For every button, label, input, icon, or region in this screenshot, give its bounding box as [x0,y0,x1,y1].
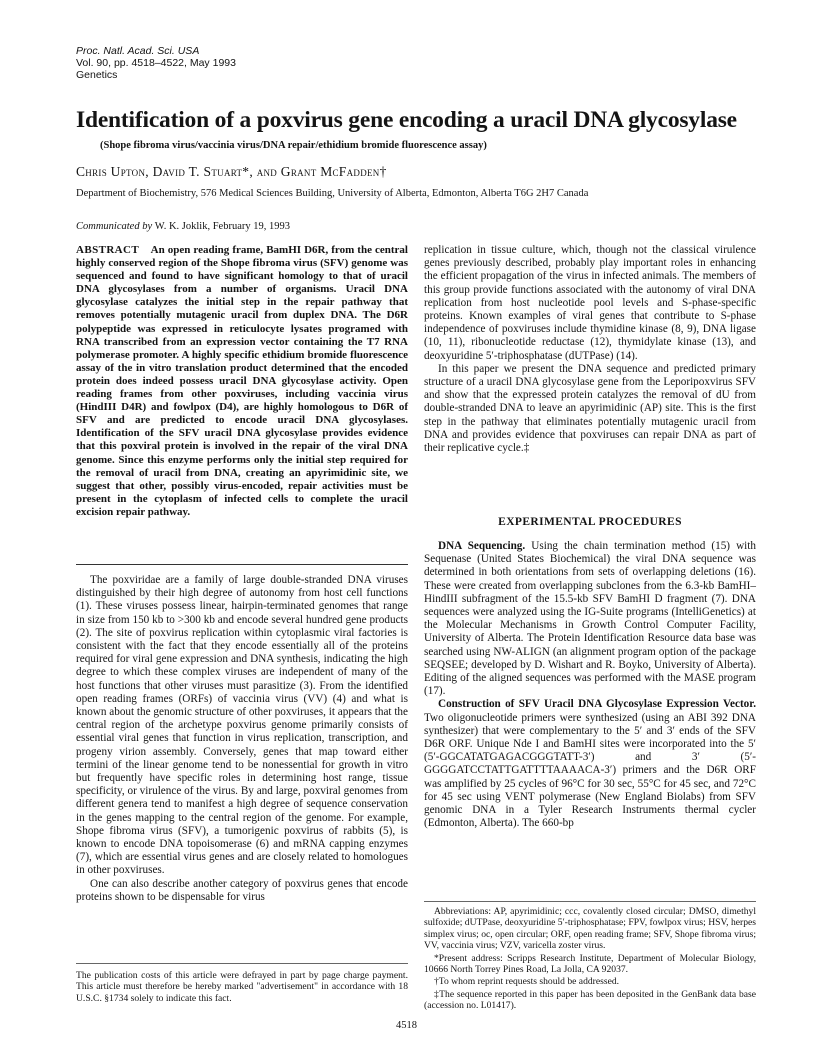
intro-paragraph: The poxviridae are a family of large double-stranded DNA viruses distinguished by their high degree of autonomy from host cell functions (1). These viruses possess linear, hairpin-terminated genomes that range in size from 150 kb to >300 kb and encode several hundred gene products (2). The site of poxvirus replication within cytoplasmic viral factories is consistent with the fact that they encode essentially all of the proteins required for viral gene expression and DNA synthesis, indicating the high degree to which these complex viruses are independent of many of the host functions that other viruses must parasitize (3). From the identified open reading frames (ORFs) of vaccinia virus (VV) (4) and what is known about the genomic structure of other poxviruses, it appears that the central region of the archetype poxvirus genome primarily consists of essential viral genes that function in virus replication, transcription, and progeny virion assembly. Conversely, genes that map toward either termini of the linear genome tend to be nonessential for growth in vitro but frequently have specific roles in determining host range, tissue specificity, or virulence of the virus. By and large, poxviral genomes from different genera tend to manifest a high degree of sequence conservation in the genes mapping to the central region of the genome. For example, Shope fibroma virus (SFV), a tumorigenic poxvirus of rabbits (5), is known to encode DNA topoisomerase (6) and mRNA capping enzymes (7), which are essential virus genes and are closely related to homologues in other poxviruses. [76,574,408,877]
introduction [76,574,408,904]
intro-paragraph: One can also describe another category of poxvirus genes that encode proteins shown to be dispensable for virus [76,877,408,903]
communicated-by [76,221,290,232]
footnote-abbreviations: Abbreviations: AP, apyrimidinic; ccc, covalently closed circular; DMSO, dimethyl sulfoxide; dUTPase, deoxyuridine 5′-triphosphatase; FPV, fowlpox virus; HSV, herpes simplex virus; oc, open circular; ORF, open reading frame; SFV, Shope fibroma virus; VV, vaccinia virus; VZV, varicella zoster virus. [424,906,756,952]
right-paragraph: In this paper we present the DNA sequence and predicted primary structure of a uracil DNA glycosylase gene from the Leporipoxvirus SFV and show that the expressed protein catalyzes the removal of dU from double-stranded DNA to leave an apyrimidinic (AP) site. This is the first step in the pathway that eliminates potentially mutagenic uracil from DNA and provides evidence that poxviruses can repair DNA as part of their replicative cycle.‡ [424,362,756,455]
article-keywords: (Shope fibroma virus/vaccinia virus/DNA repair/ethidium bromide fluorescence assay) [100,140,487,151]
journal-header [76,45,236,81]
right-column-text [424,244,756,455]
abstract-label: ABSTRACT [76,244,140,256]
methods-text-construction: Two oligonucleotide primers were synthesized (using an ABI 392 DNA synthesizer) that were complementary to the 5′ and 3′ ends of the SFV D6R ORF. Unique Nde I and BamHI sites were incorporated into the 5′ (5′-GGCATATGAGACGGGTATT-3′) and 3′ (5′-GGGGATCCTATTGATTTTAAAACA-3′) primers and the D6R ORF was amplified by 25 cycles of 96°C for 30 sec, 55°C for 45 sec, and 72°C for 45 sec using VENT polymerase (New England Biolabs) from SFV genomic DNA in a Tyler Research Instruments thermal cycler (Edmonton, Alberta). The 660-bp [424,711,756,830]
affiliation: Department of Biochemistry, 576 Medical Sciences Building, University of Alberta, Edmonton, Alberta T6G 2H7 Canada [76,188,589,199]
publication-divider [76,963,408,964]
footnotes [424,906,756,1013]
methods-lead-sequencing: DNA Sequencing. [438,540,526,552]
journal-name: Proc. Natl. Acad. Sci. USA [76,45,200,57]
page-number: 4518 [396,1020,417,1031]
author-list: Chris Upton, David T. Stuart*, and Grant McFadden† [76,164,387,179]
footnote-genbank: ‡The sequence reported in this paper has been deposited in the GenBank data base (accession no. L01417). [424,988,756,1012]
section-heading: EXPERIMENTAL PROCEDURES [498,516,682,528]
publication-cost-notice: The publication costs of this article were defrayed in part by page charge payment. This article must therefore be hereby marked "advertisement" in accordance with 18 U.S.C. §1734 solely to indicate this fact. [76,970,408,1004]
abstract [76,244,408,519]
methods-lead-construction: Construction of SFV Uracil DNA Glycosylase Expression Vector. [438,698,756,711]
communicated-detail: W. K. Joklik, February 19, 1993 [154,221,290,232]
article-title: Identification of a poxvirus gene encoding a uracil DNA glycosylase [76,107,737,133]
footnote-reprints: †To whom reprint requests should be addressed. [434,976,620,988]
methods-paragraph-sequencing [424,540,756,698]
footnote-present-address: *Present address: Scripps Research Institute, Department of Molecular Biology, 10666 North Torrey Pines Road, La Jolla, CA 92037. [424,952,756,976]
methods-paragraph-construction [424,698,756,830]
right-paragraph: replication in tissue culture, which, though not the classical virulence genes previously described, probably play important roles in enhancing the efficient propagation of the virus in infected animals. The members of this group provide functions associated with the autonomy of viral DNA replication from host nucleotide pool levels and S-phase-specific proteins. Known examples of viral genes that contribute to S-phase independence of poxviruses include thymidine kinase (8, 9), DNA ligase (10, 11), ribonucleotide reductase (12), thymidylate kinase (13), and deoxyuridine 5′-triphosphatase (dUTPase) (14). [424,244,756,362]
abstract-divider [76,564,408,565]
experimental-procedures [424,540,756,830]
communicated-prefix: Communicated by [76,221,153,232]
journal-volume: Vol. 90, pp. 4518–4522, May 1993 [76,57,236,69]
methods-text-sequencing: Using the chain termination method (15) with Sequenase (United States Biochemical) the viral DNA sequence was determined in both orientations from sets of overlapping deletions (16). These were created from overlapping subclones from the 6.3-kb BamHI–HindIII subfragment of the 15.5-kb SFV BamHI D fragment (7). DNA sequences were analyzed using the IG-Suite programs (IntelliGenetics) at the Molecular Mechanisms in Growth Control Computer Facility, University of Alberta. The Protein Identification Resource data base was searched using NW-ALIGN (an alignment program option of the package SEQSEE; developed by D. Wishart and R. Boyko, University of Alberta). Editing of the aligned sequences was performed with the MASE program (17). [424,540,756,698]
footnote-divider [424,901,756,902]
abstract-text: An open reading frame, BamHI D6R, from the central highly conserved region of the Shope fibroma virus (SFV) genome was sequenced and found to have significant homology to that of uracil DNA glycosylases from a number of organisms. Uracil DNA glycosylase catalyzes the initial step in the repair pathway that removes potentially mutagenic uracil from duplex DNA. The D6R polypeptide was expressed in reticulocyte lysates programed with RNA transcribed from an expression vector containing the T7 RNA polymerase promoter. A highly specific ethidium bromide fluorescence assay of the in vitro translation product determined that the encoded protein does indeed possess uracil DNA glycosylase activity. Open reading frames from other poxviruses, including vaccinia virus (HindIII D4R) and fowlpox (D4), are highly homologous to D6R of SFV and are predicted to encode uracil DNA glycosylases. Identification of the SFV uracil DNA glycosylase provides evidence that this poxviral protein is involved in the repair of the viral DNA genome. Since this enzyme performs only the initial step required for the removal of uracil from DNA, creating an apyrimidinic site, we suggest that other, possibly virus-encoded, repair activities must be present in the cytoplasm of infected cells to complete the uracil excision repair pathway. [76,244,408,518]
journal-section: Genetics [76,69,118,81]
